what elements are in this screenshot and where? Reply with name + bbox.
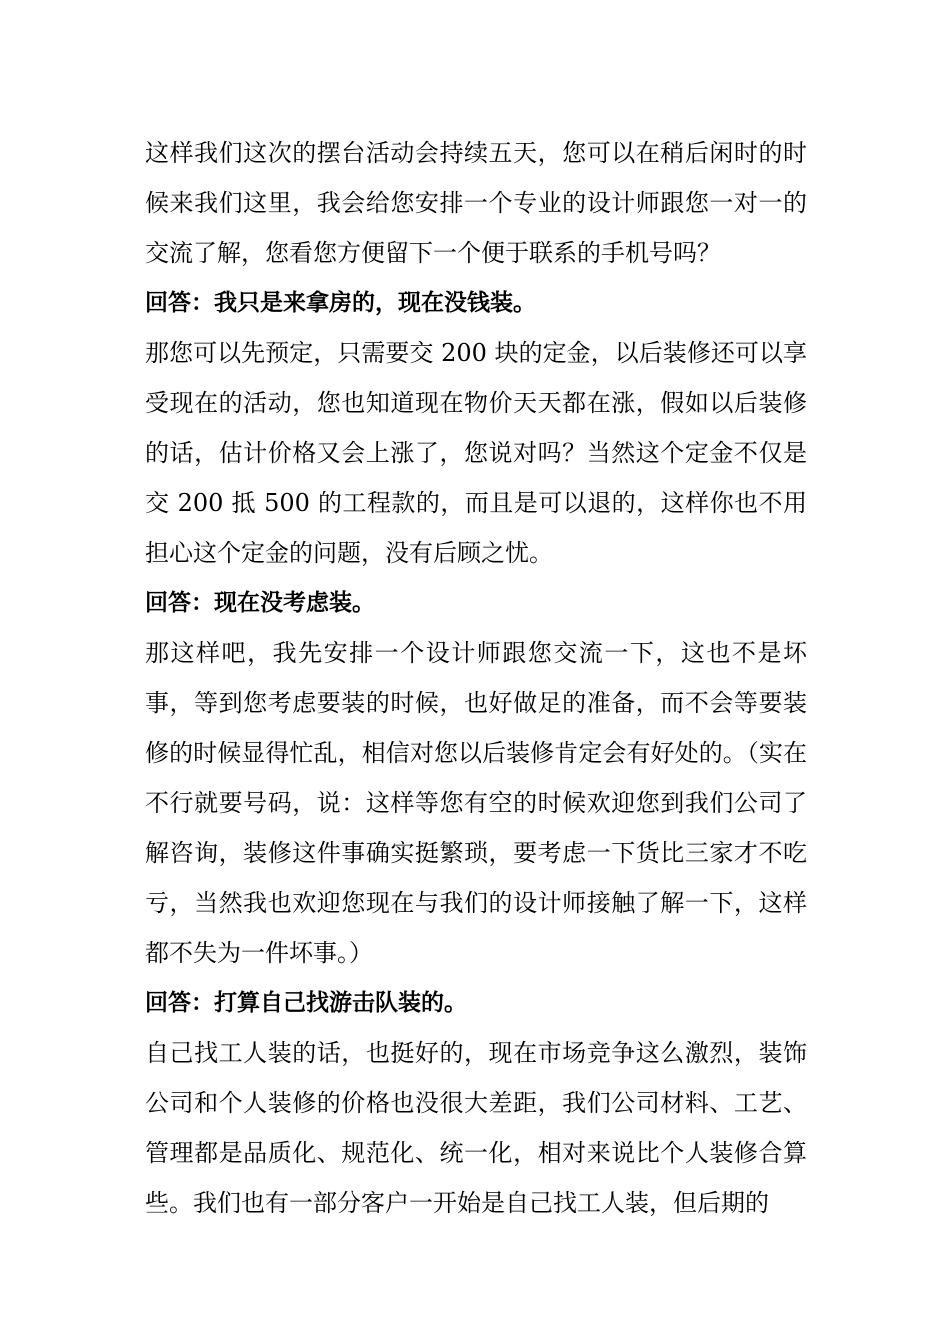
document-body — [145, 128, 807, 1228]
question-heading-3: 回答：打算自己找游击队装的。 — [145, 990, 467, 1016]
question-heading-1: 回答：我只是来拿房的，现在没钱装。 — [145, 290, 536, 316]
answer-paragraph-3: 那这样吧，我先安排一个设计师跟您交流一下，这也不是坏事，等到您考虑要装的时候，也好做足的准备，而不会等要装修的时候显得忙乱，相信对您以后装修肯定会有好处的。（实在不行就要号码，说：这样等您有空的时候欢迎您到我们公司了解咨询，装修这件事确实挺繁琐，要考虑一下货比三家才不吃亏，当然我也欢迎您现在与我们的设计师接触了解一下，这样都不失为一件坏事。） — [145, 639, 807, 967]
answer-paragraph-4: 自己找工人装的话，也挺好的，现在市场竞争这么激烈，装饰公司和个人装修的价格也没很大差距，我们公司材料、工艺、管理都是品质化、规范化、统一化，相对来说比个人装修合算些。我们也有一部分客户一开始是自己找工人装，但后期的 — [145, 1039, 807, 1217]
answer-paragraph-1: 这样我们这次的摆台活动会持续五天，您可以在稍后闲时的时候来我们这里，我会给您安排一个专业的设计师跟您一对一的交流了解，您看您方便留下一个便于联系的手机号吗？ — [145, 139, 807, 267]
question-heading-2: 回答：现在没考虑装。 — [145, 590, 375, 616]
answer-paragraph-2: 那您可以先预定，只需要交 200 块的定金，以后装修还可以享受现在的活动，您也知道现在物价天天都在涨，假如以后装修的话，估计价格又会上涨了，您说对吗？当然这个定金不仅是交 200 抵 500 的工程款的，而且是可以退的，这样你也不用担心这个定金的问题，没有后顾之忧。 — [145, 339, 807, 567]
